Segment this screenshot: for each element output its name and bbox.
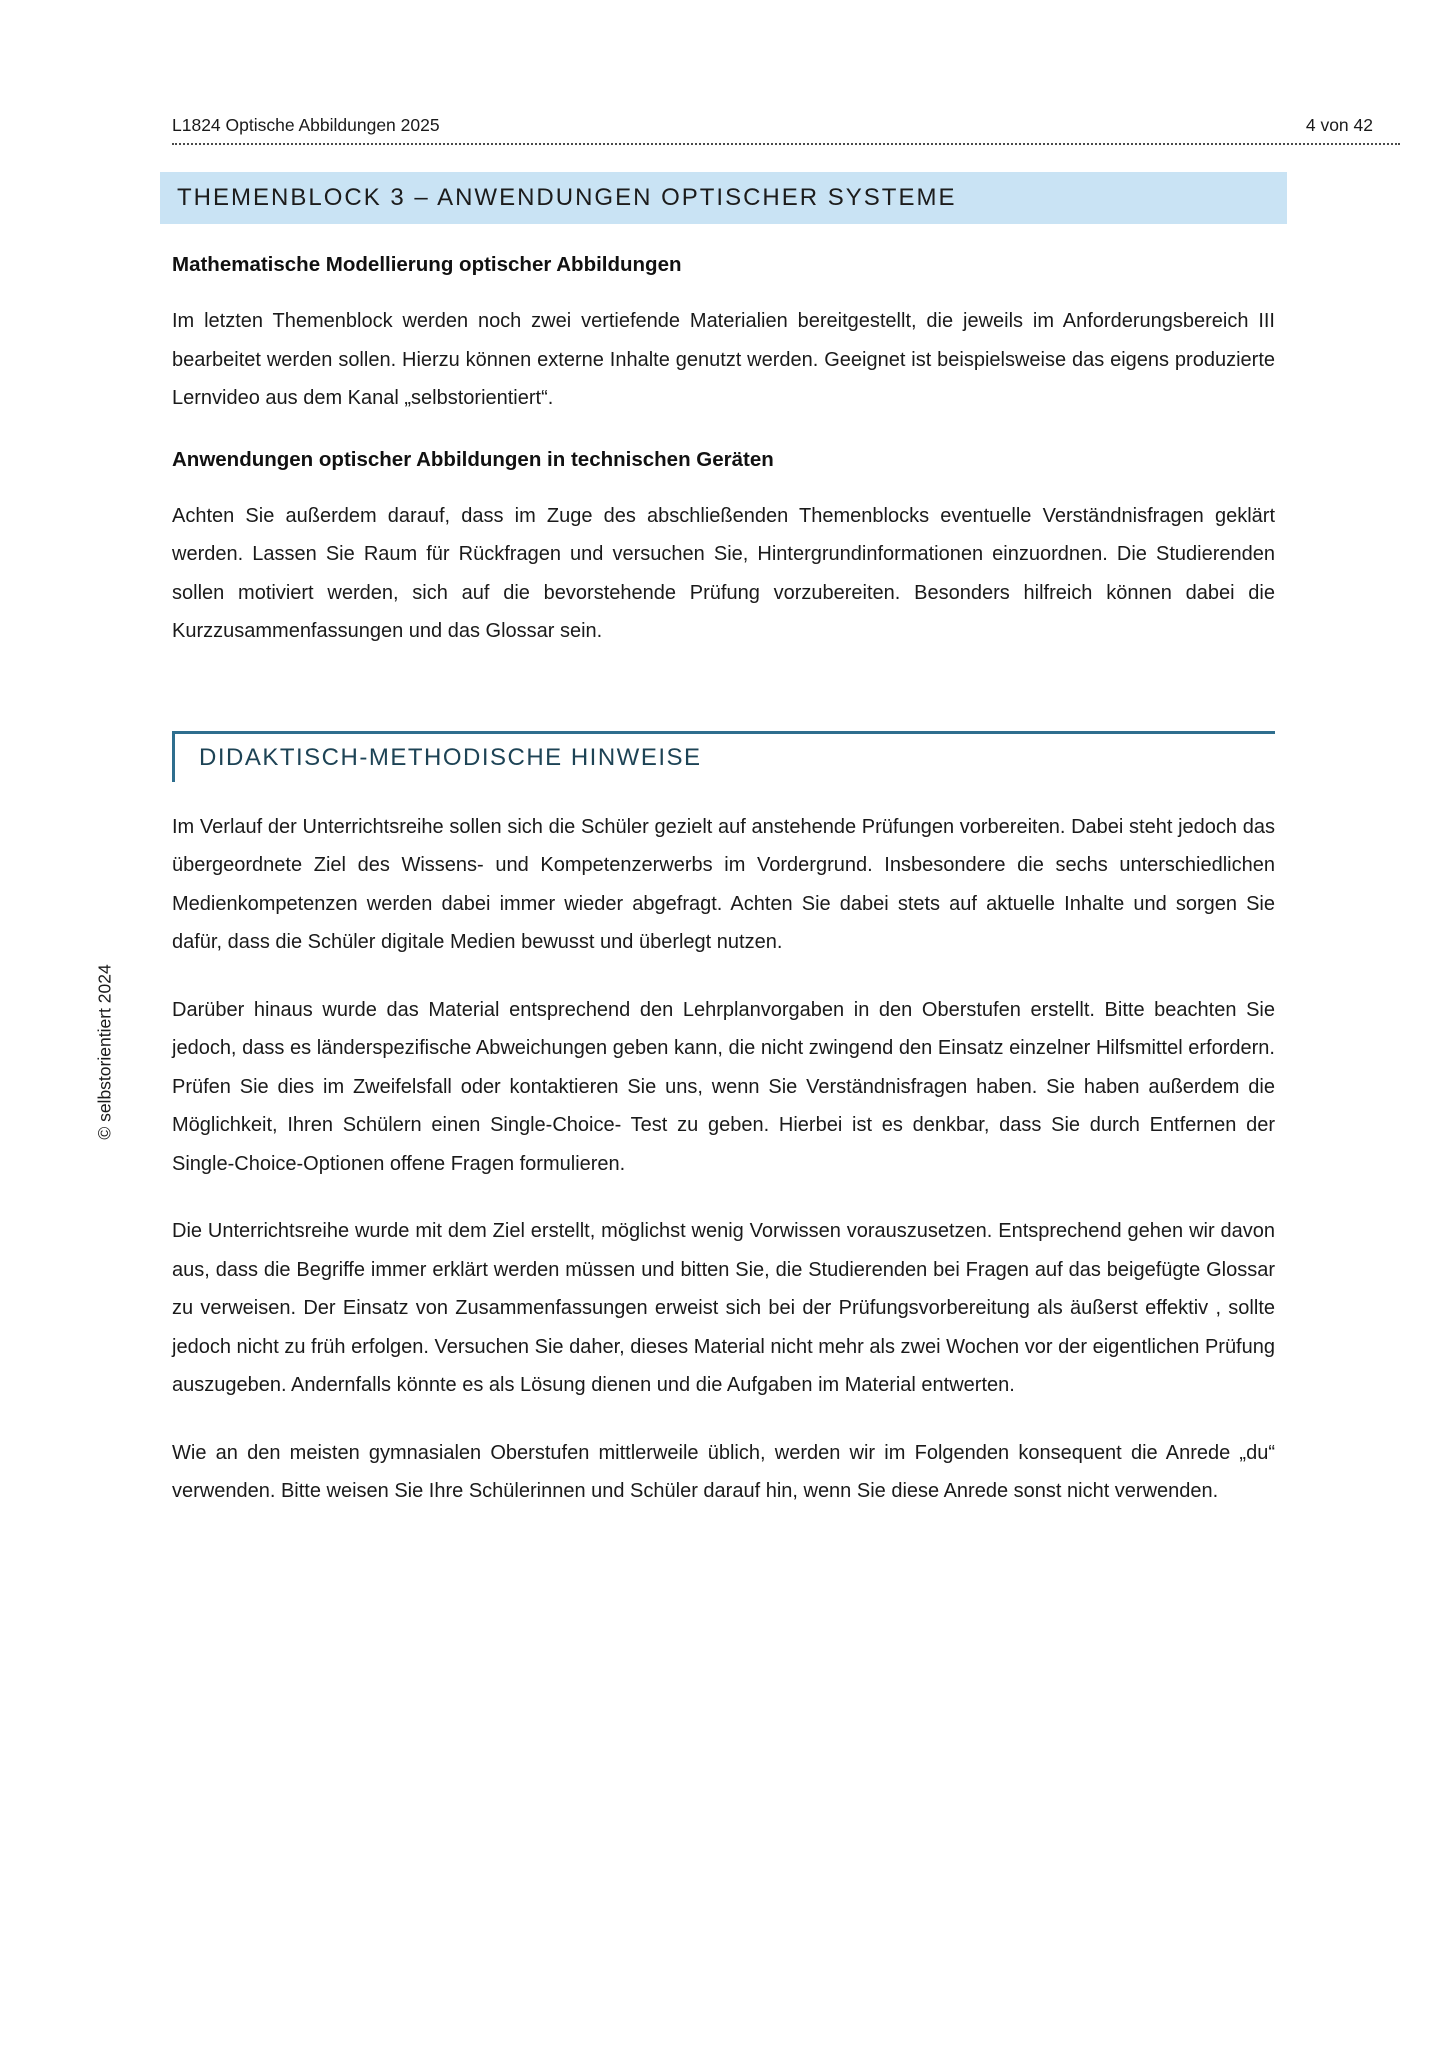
paragraph-unterrichtsreihe-pruefungen: Im Verlauf der Unterrichtsreihe sollen sich die Schüler gezielt auf anstehende Prüfungen vorbereiten. Dabei steht jedoch das übergeordnete Ziel des Wissens- und Kompetenzerwerbs im Vordergrund. Insbesondere die sechs unterschiedlichen Medienkompetenzen werden dabei immer wieder abgefragt. Achten Sie dabei stets auf aktuelle Inhalte und sorgen Sie dafür, dass die Schüler digitale Medien bewusst und überlegt nutzen. bbox=[172, 815, 1275, 953]
paragraph-anrede-du: Wie an den meisten gymnasialen Oberstufen mittlerweile üblich, werden wir im Folgenden konsequent die Anrede „du“ verwenden. Bitte weisen Sie Ihre Schülerinnen und Schüler darauf hin, wenn Sie diese Anrede sonst nicht verwenden. bbox=[172, 1441, 1275, 1502]
document-code: L1824 Optische Abbildungen 2025 bbox=[172, 115, 440, 135]
paragraph-letzter-themenblock: Im letzten Themenblock werden noch zwei vertiefende Materialien bereitgestellt, die jeweils im Anforderungsbereich III bearbeitet werden sollen. Hierzu können externe Inhalte genutzt werden. Geeignet ist beispielsweise das eigens produzierte Lernvideo aus dem Kanal „selbstorientiert“. bbox=[172, 310, 1275, 409]
didaktik-heading bbox=[172, 734, 1275, 782]
page-header bbox=[172, 114, 1400, 145]
heading-anwendungen-geraete: Anwendungen optischer Abbildungen in technischen Geräten bbox=[172, 447, 774, 471]
paragraph-vorwissen: Die Unterrichtsreihe wurde mit dem Ziel erstellt, möglichst wenig Vorwissen vorauszusetzen. Entsprechend gehen wir davon aus, dass die Begriffe immer erklärt werden müssen und bitten Sie, die Studierenden bei Fragen auf das beigefügte Glossar zu verweisen. Der Einsatz von Zusammenfassungen erweist sich bei der Prüfungsvorbereitung als äußerst effektiv , sollte jedoch nicht zu früh erfolgen. Versuchen Sie daher, dieses Material nicht mehr als zwei Wochen vor der eigentlichen Prüfung auszugeben. Andernfalls könnte es als Lösung dienen und die Aufgaben im Material entwerten. bbox=[172, 1220, 1275, 1396]
didaktik-section bbox=[172, 731, 1275, 1511]
paragraph-lehrplanvorgaben: Darüber hinaus wurde das Material entsprechend den Lehrplanvorgaben in den Oberstufen erstellt. Bitte beachten Sie jedoch, dass es länderspezifische Abweichungen geben kann, die nicht zwingend den Einsatz einzelner Hilfsmittel erfordern. Prüfen Sie dies im Zweifelsfall oder kontaktieren Sie uns, wenn Sie Verständnisfragen haben. Sie haben außerdem die Möglichkeit, Ihren Schülern einen Single-Choice- Test zu geben. Hierbei ist es denkbar, dass Sie durch Entfernen der Single-Choice-Optionen offene Fragen formulieren. bbox=[172, 998, 1275, 1175]
didaktik-heading-label: DIDAKTISCH-METHODISCHE HINWEISE bbox=[199, 743, 702, 771]
themenblock-title: THEMENBLOCK 3 – ANWENDUNGEN OPTISCHER SYSTEME bbox=[177, 184, 957, 211]
paragraph-abschliessender-themenblock: Achten Sie außerdem darauf, dass im Zuge des abschließenden Themenblocks eventuelle Verständnisfragen geklärt werden. Lassen Sie Raum für Rückfragen und versuchen Sie, Hintergrundinformationen einzuordnen. Die Studierenden sollen motiviert werden, sich auf die bevorstehende Prüfung vorzubereiten. Besonders hilfreich können dabei die Kurzzusammenfassungen und das Glossar sein. bbox=[172, 504, 1275, 642]
heading-mathematische-modellierung: Mathematische Modellierung optischer Abbildungen bbox=[172, 253, 682, 276]
copyright-watermark: © selbstorientiert 2024 bbox=[94, 964, 115, 1140]
page-number: 4 von 42 bbox=[1305, 115, 1373, 135]
themenblock-banner bbox=[160, 172, 1287, 224]
main-content bbox=[172, 252, 1275, 1540]
